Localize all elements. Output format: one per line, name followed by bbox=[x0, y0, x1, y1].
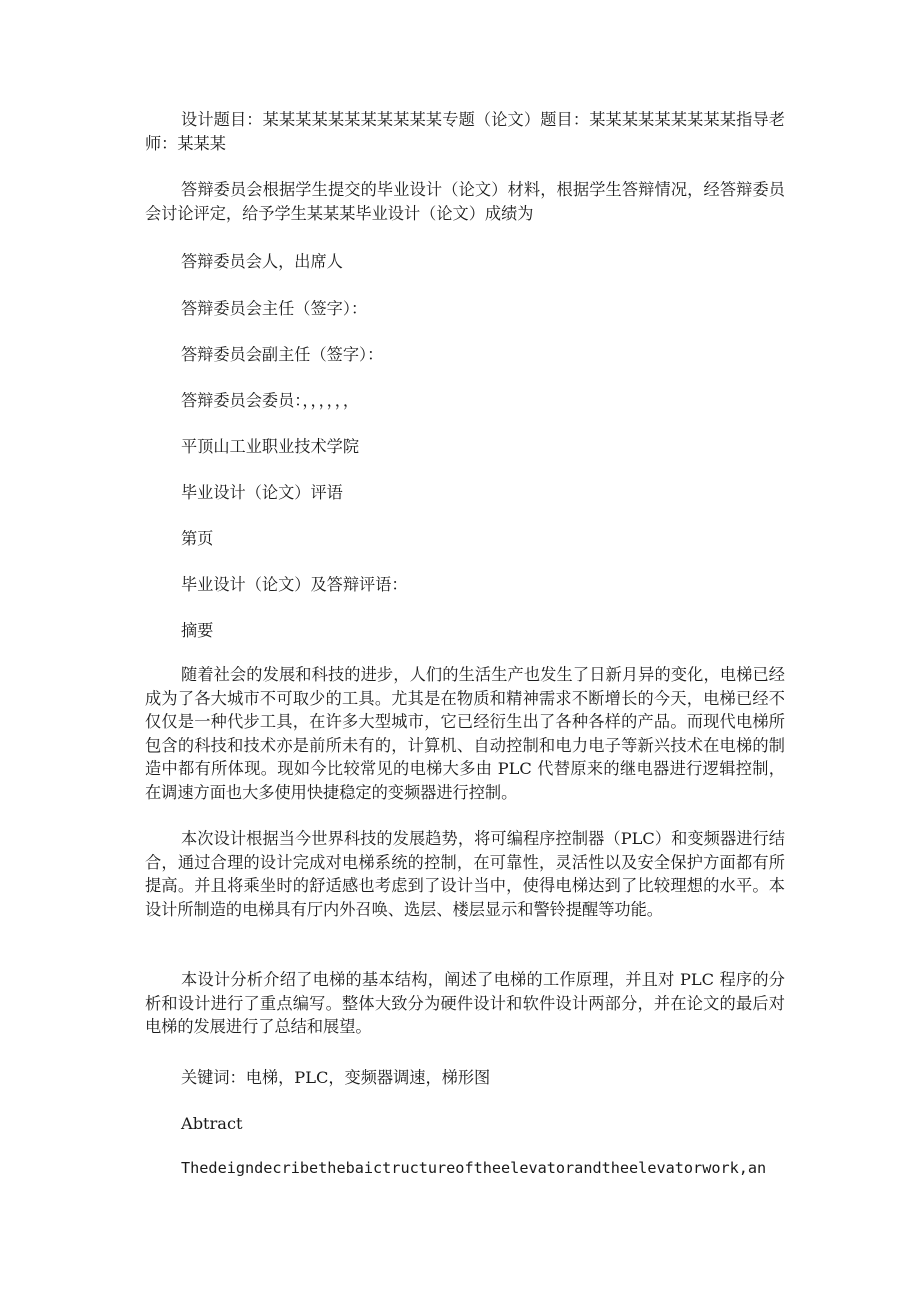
english-abstract-heading: Abtract bbox=[181, 1114, 243, 1133]
committee-chair-signature-line: 答辩委员会主任（签字）： bbox=[181, 299, 368, 318]
page-label: 第页 bbox=[181, 529, 214, 548]
thesis-comments-heading: 毕业设计（论文）评语 bbox=[181, 483, 343, 502]
keywords-line: 关键词：电梯，PLC，变频器调速，梯形图 bbox=[181, 1068, 491, 1087]
abstract-heading: 摘要 bbox=[181, 621, 214, 640]
english-abstract-text: Thedeigndecribethebaictructureoftheelevatorandtheelevatorwork,an bbox=[181, 1159, 767, 1177]
committee-attendance-line: 答辩委员会人，出席人 bbox=[181, 252, 343, 271]
committee-evaluation-paragraph: 答辩委员会根据学生提交的毕业设计（论文）材料，根据学生答辩情况，经答辩委员会讨论评定，给予学生某某某毕业设计（论文）成绩为 bbox=[145, 180, 785, 223]
committee-members-line: 答辩委员会委员：，，，，，， bbox=[181, 391, 360, 410]
abstract-paragraph-2: 本次设计根据当今世界科技的发展趋势，将可编程序控制器（PLC）和变频器进行结合，通过合理的设计完成对电梯系统的控制，在可靠性，灵活性以及安全保护方面都有所提高。并且将乘坐时的舒适感也考虑到了设计当中，使得电梯达到了比较理想的水平。本设计所制造的电梯具有厅内外召唤、选层、楼层显示和警铃提醒等功能。 bbox=[145, 829, 785, 919]
abstract-paragraph-1: 随着社会的发展和科技的进步，人们的生活生产也发生了日新月异的变化，电梯已经成为了各大城市不可取少的工具。尤其是在物质和精神需求不断增长的今天，电梯已经不仅仅是一种代步工具，在许多大型城市，它已经衍生出了各种各样的产品。而现代电梯所包含的科技和技术亦是前所未有的，计算机、自动控制和电力电子等新兴技术在电梯的制造中都有所体现。现如今比较常见的电梯大多由 PLC 代替原来的继电器进行逻辑控制，在调速方面也大多使用快捷稳定的变频器进行控制。 bbox=[145, 665, 785, 802]
defense-comments-heading: 毕业设计（论文）及答辩评语： bbox=[181, 575, 408, 594]
abstract-paragraph-3: 本设计分析介绍了电梯的基本结构，阐述了电梯的工作原理，并且对 PLC 程序的分析和设计进行了重点编写。整体大致分为硬件设计和软件设计两部分，并在论文的最后对电梯的发展进行了总结和展望。 bbox=[145, 970, 785, 1037]
committee-vice-chair-signature-line: 答辩委员会副主任（签字）： bbox=[181, 345, 384, 364]
thesis-title-line: 设计题目：某某某某某某某某某某某专题（论文）题目：某某某某某某某某某指导老师：某某某 bbox=[145, 110, 785, 153]
institution-name: 平顶山工业职业技术学院 bbox=[181, 437, 360, 456]
